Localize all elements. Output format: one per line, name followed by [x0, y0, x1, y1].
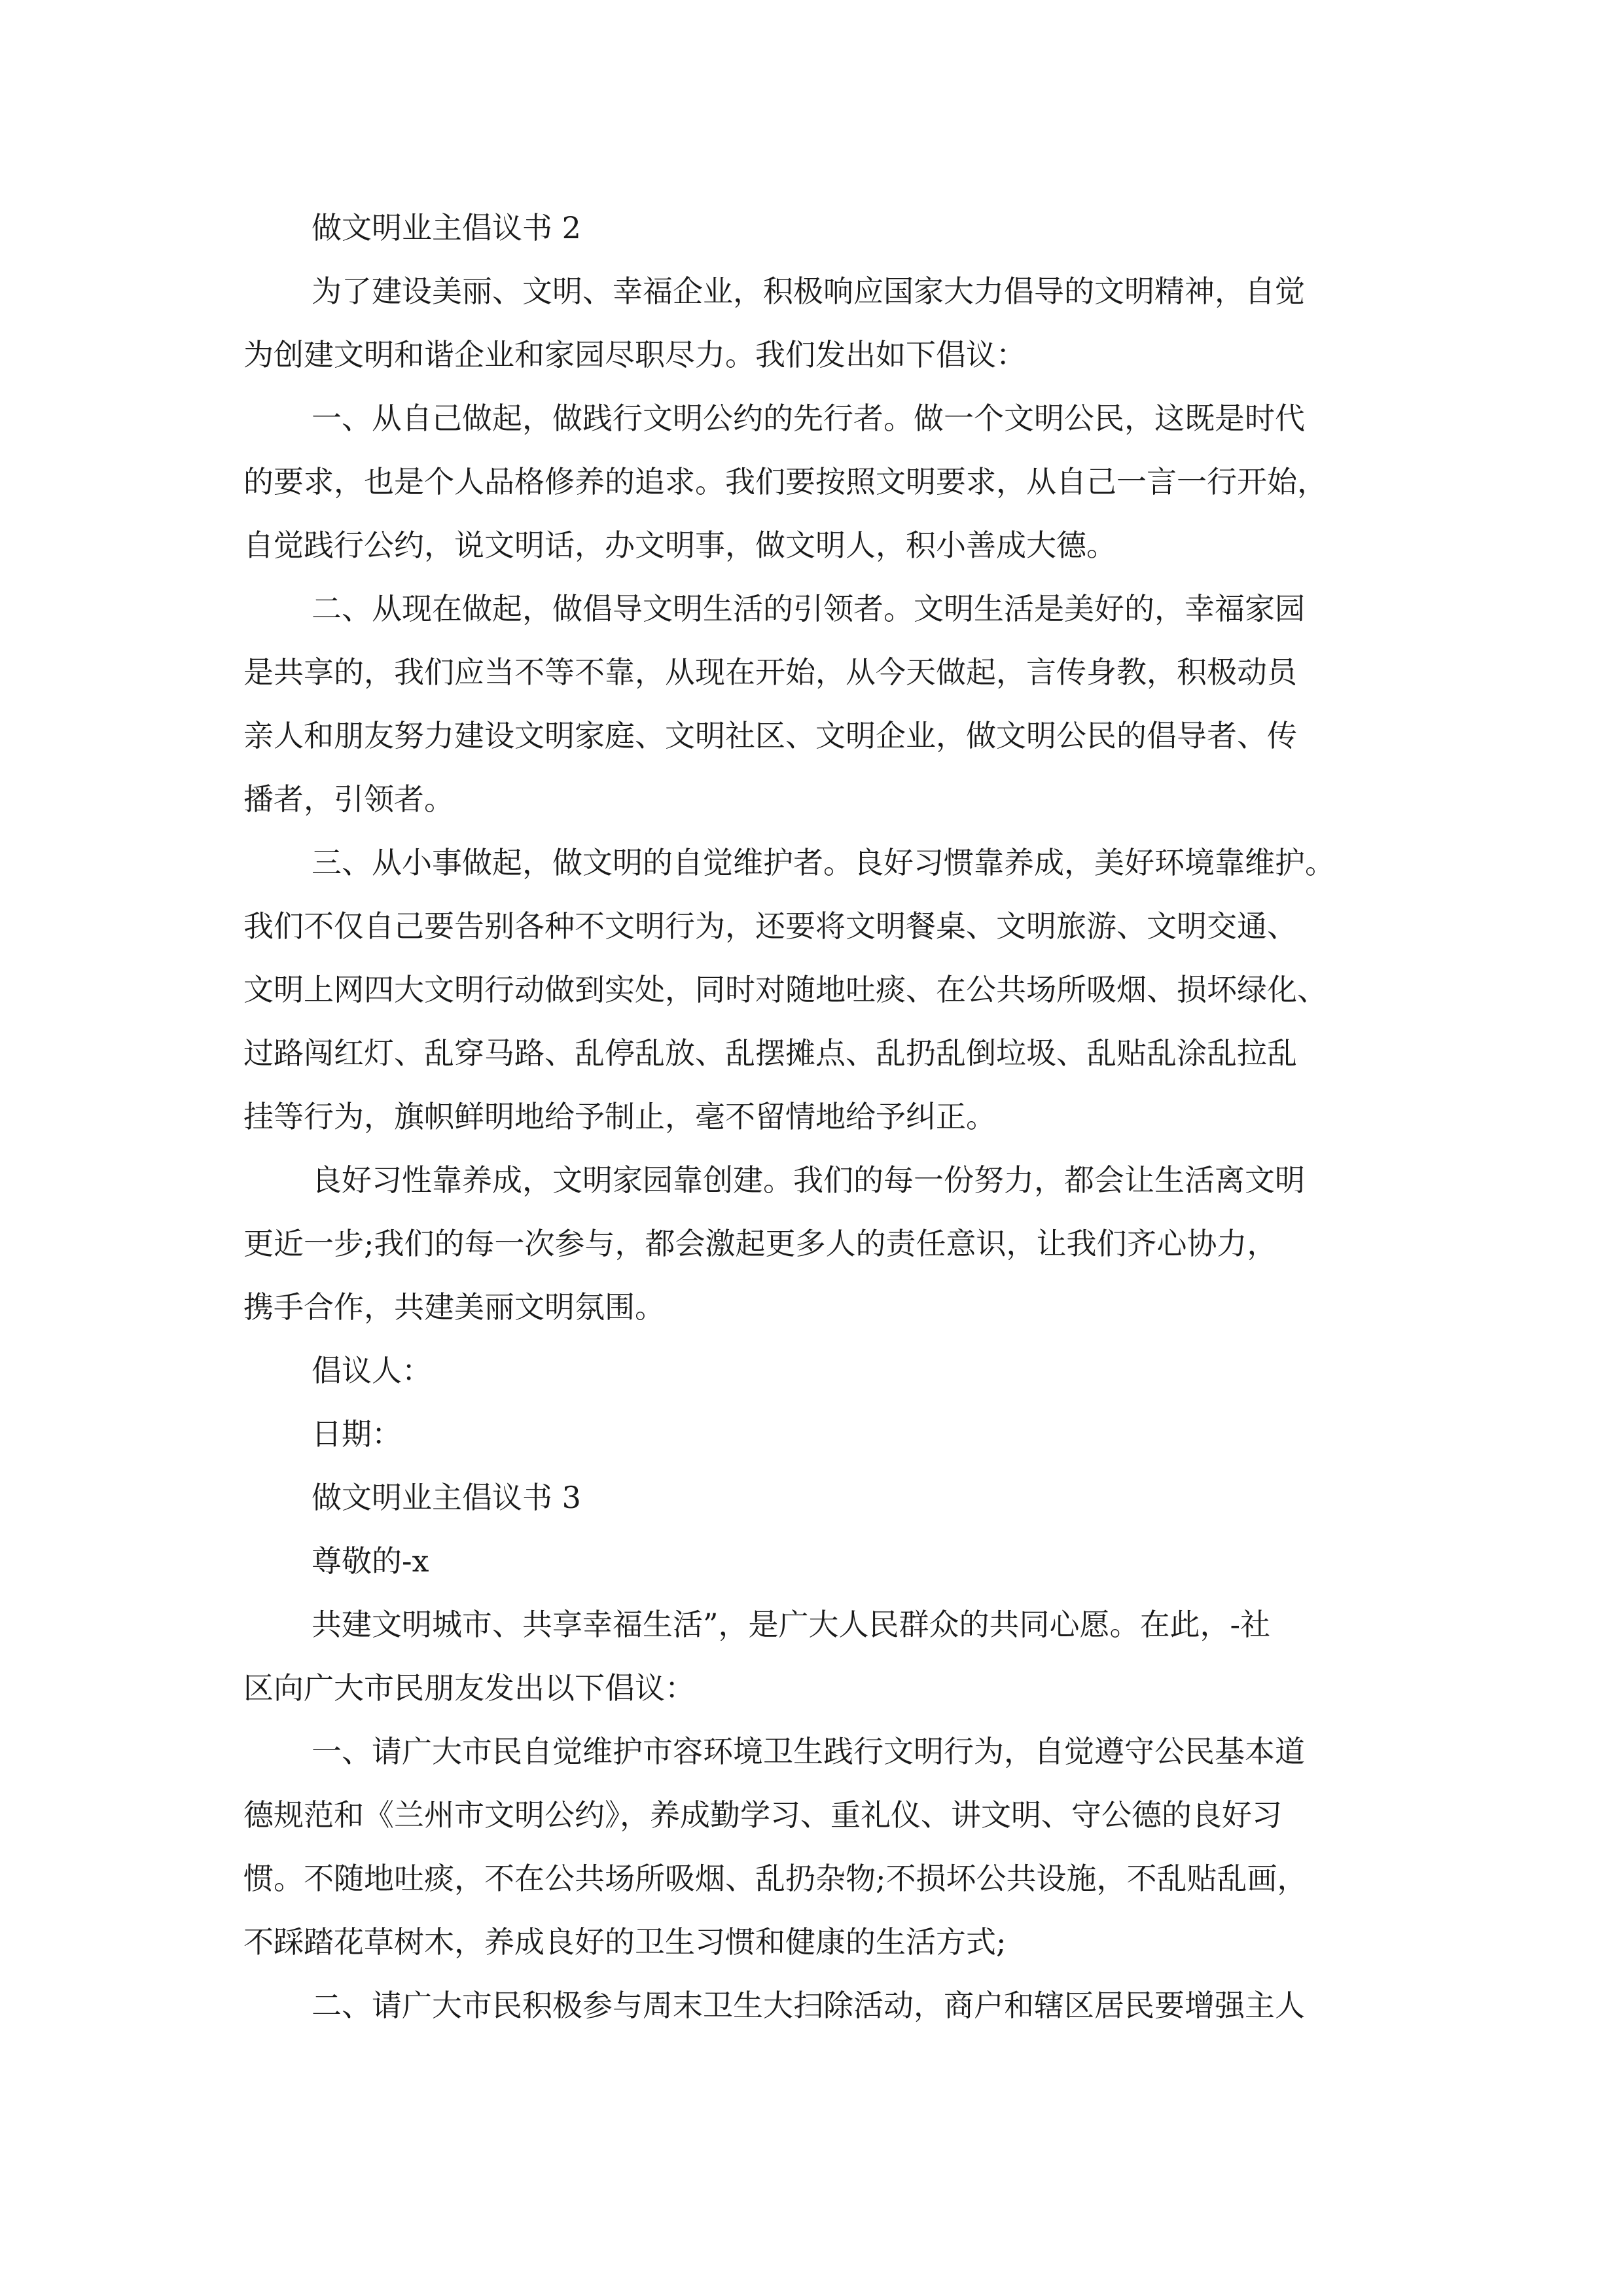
text-line: 我们不仅自己要告别各种不文明行为，还要将文明餐桌、文明旅游、文明交通、: [243, 908, 1297, 944]
text-line: 二、请广大市民积极参与周末卫生大扫除活动，商户和辖区居民要增强主人: [312, 1988, 1305, 2023]
text-line: 一、请广大市民自觉维护市容环境卫生践行文明行为，自觉遵守公民基本道: [312, 1734, 1305, 1769]
text-line: 文明上网四大文明行动做到实处，同时对随地吐痰、在公共场所吸烟、损坏绿化、: [243, 972, 1327, 1007]
text-line: 惯。不随地吐痰，不在公共场所吸烟、乱扔杂物;不损坏公共设施，不乱贴乱画，: [243, 1861, 1308, 1896]
text-line: 三、从小事做起，做文明的自觉维护者。良好习惯靠养成，美好环境靠维护。: [312, 845, 1335, 880]
text-line: 的要求，也是个人品格修养的追求。我们要按照文明要求，从自己一言一行开始，: [243, 464, 1327, 499]
text-line: 区向广大市民朋友发出以下倡议：: [243, 1670, 695, 1706]
text-line: 倡议人：: [312, 1353, 432, 1388]
text-line: 更近一步;我们的每一次参与，都会激起更多人的责任意识，让我们齐心协力，: [243, 1226, 1277, 1261]
text-line: 为了建设美丽、文明、幸福企业，积极响应国家大力倡导的文明精神，自觉: [312, 274, 1305, 309]
text-line: 亲人和朋友努力建设文明家庭、文明社区、文明企业，做文明公民的倡导者、传: [243, 718, 1297, 753]
text-line: 良好习性靠养成，文明家园靠创建。我们的每一份努力，都会让生活离文明: [312, 1162, 1305, 1198]
text-line: 做文明业主倡议书 2: [312, 210, 581, 245]
text-line: 挂等行为，旗帜鲜明地给予制止，毫不留情地给予纠正。: [243, 1099, 996, 1134]
text-line: 德规范和《兰州市文明公约》，养成勤学习、重礼仪、讲文明、守公德的良好习: [243, 1797, 1282, 1833]
text-line: 日期：: [312, 1416, 402, 1452]
text-line: 为创建文明和谐企业和家园尽职尽力。我们发出如下倡议：: [243, 337, 1026, 372]
text-line: 做文明业主倡议书 3: [312, 1480, 581, 1515]
text-line: 共建文明城市、共享幸福生活”，是广大人民群众的共同心愿。在此，-社: [312, 1607, 1271, 1642]
text-line: 尊敬的-x: [312, 1543, 429, 1579]
text-line: 过路闯红灯、乱穿马路、乱停乱放、乱摆摊点、乱扔乱倒垃圾、乱贴乱涂乱拉乱: [243, 1035, 1297, 1071]
text-line: 播者，引领者。: [243, 781, 454, 817]
text-line: 不踩踏花草树木，养成良好的卫生习惯和健康的生活方式;: [243, 1924, 1007, 1960]
text-line: 二、从现在做起，做倡导文明生活的引领者。文明生活是美好的，幸福家园: [312, 591, 1305, 626]
text-line: 携手合作，共建美丽文明氛围。: [243, 1289, 665, 1325]
text-line: 一、从自己做起，做践行文明公约的先行者。做一个文明公民，这既是时代: [312, 401, 1305, 436]
text-line: 自觉践行公约，说文明话，办文明事，做文明人，积小善成大德。: [243, 528, 1116, 563]
text-line: 是共享的，我们应当不等不靠，从现在开始，从今天做起，言传身教，积极动员: [243, 655, 1297, 690]
document-body: [243, 196, 1382, 2037]
